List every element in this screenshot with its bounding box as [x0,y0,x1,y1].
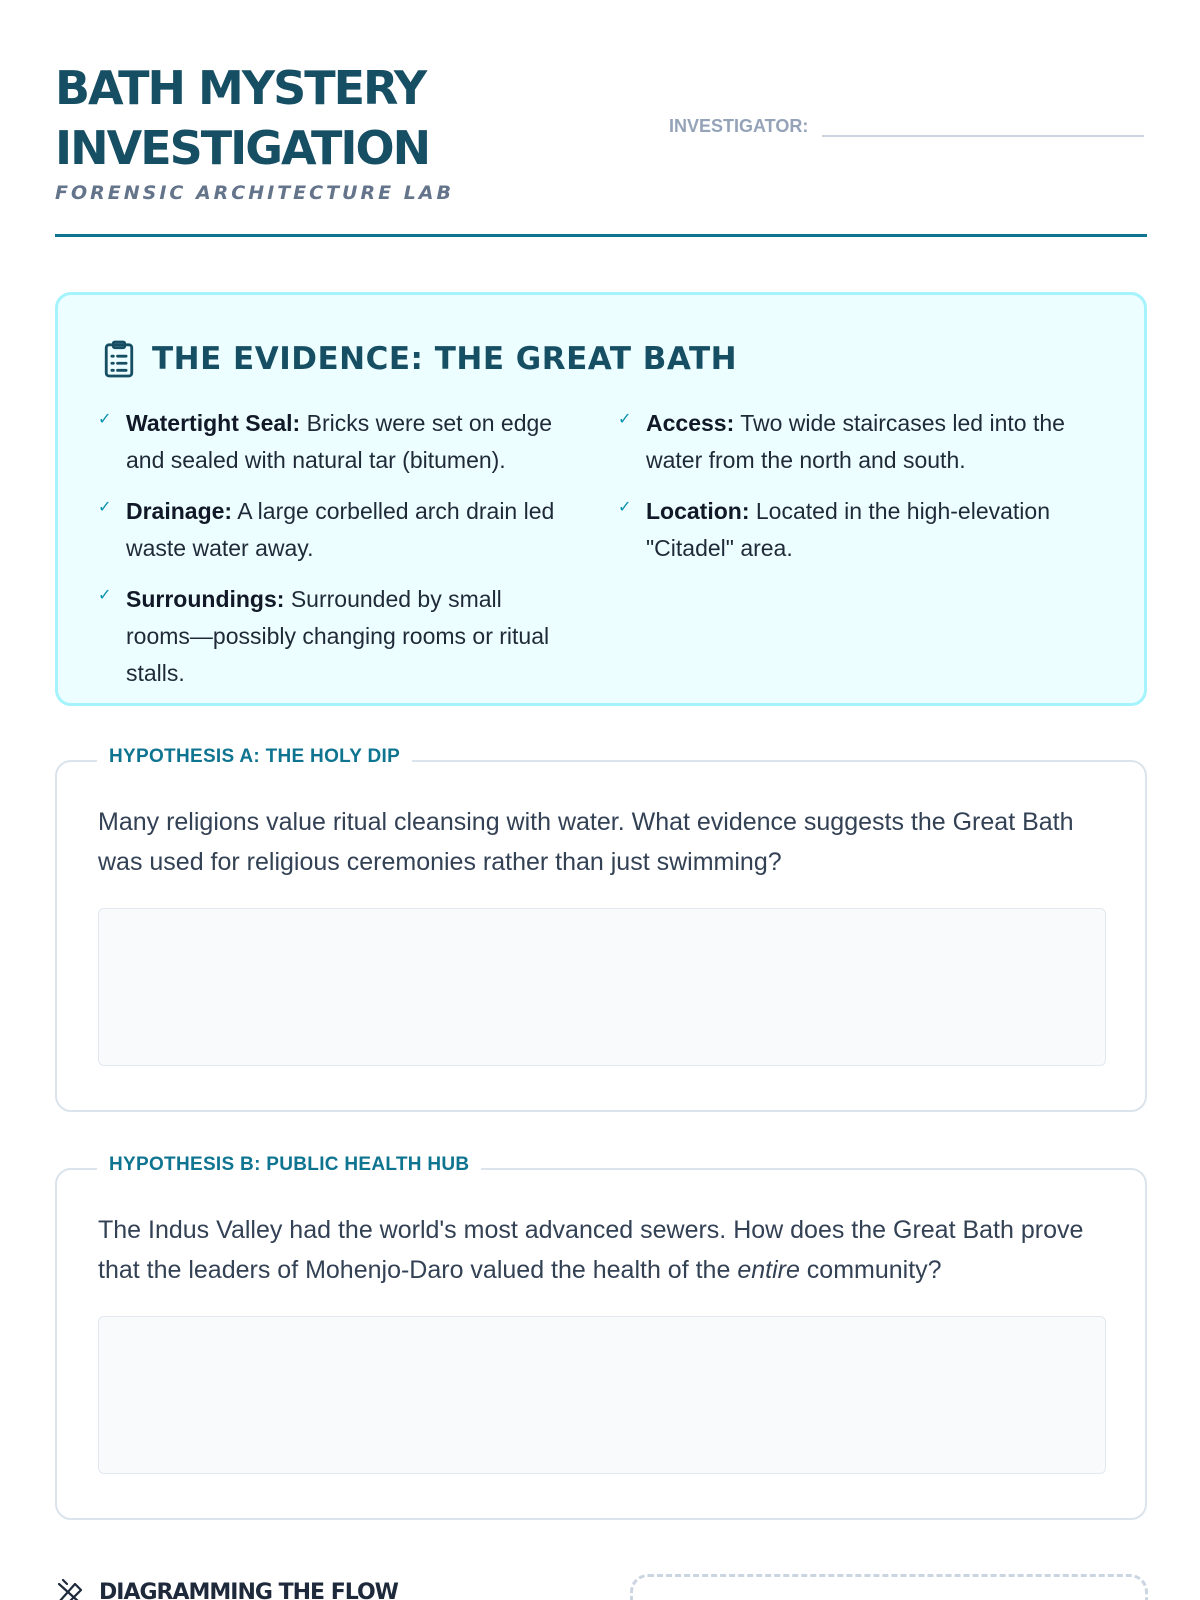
evidence-item-text: Two wide staircases led into the water from the north and south. [646,410,1065,473]
diagram-title: DIAGRAMMING THE FLOW [99,1579,398,1600]
evidence-item-label: Access: [646,410,735,436]
check-icon: ✓ [98,411,112,428]
evidence-item-surroundings [98,581,568,692]
hypothesis-b-label: HYPOTHESIS B: PUBLIC HEALTH HUB [97,1154,481,1176]
hypothesis-b-section [55,1154,1147,1520]
clipboard-icon [102,339,136,379]
investigator-label: INVESTIGATOR: [669,116,809,136]
evidence-item-label: Location: [646,498,750,524]
hypothesis-a-answer-box[interactable] [98,908,1106,1066]
evidence-item-access [618,405,1088,479]
check-icon: ✓ [618,499,632,516]
hypothesis-a-section [55,746,1147,1112]
question-text-end: community? [799,1256,942,1284]
hypothesis-a-label: HYPOTHESIS A: THE HOLY DIP [97,746,412,768]
hypothesis-b-answer-box[interactable] [98,1316,1106,1474]
evidence-item-location [618,493,1088,567]
evidence-item-text: A large corbelled arch drain led waste water away. [126,498,555,561]
check-icon: ✓ [618,411,632,428]
diagram-drawing-area[interactable] [630,1574,1148,1600]
page-title [55,58,454,178]
evidence-item-text: Surrounded by small rooms—possibly changing rooms or ritual stalls. [126,586,550,686]
evidence-item-watertight-seal [98,405,568,479]
check-icon: ✓ [98,587,112,604]
title-line-2: INVESTIGATION [55,121,430,175]
title-block [55,58,454,204]
check-icon: ✓ [98,499,112,516]
diagram-header [55,1578,398,1600]
evidence-item-drainage [98,493,568,567]
header-divider [55,234,1147,237]
question-emphasis: entire [737,1256,800,1284]
page-subtitle: FORENSIC ARCHITECTURE LAB [55,182,454,204]
investigator-field [669,113,1144,137]
evidence-panel [55,292,1147,706]
evidence-header [102,339,737,379]
drafting-tools-icon [55,1578,87,1600]
evidence-item-label: Surroundings: [126,586,285,612]
evidence-item-label: Watertight Seal: [126,410,301,436]
hypothesis-a-question: Many religions value ritual cleansing with water. What evidence suggests the Great Bath was used for religious ceremonies rather than just swimming? [98,808,1074,876]
evidence-item-text: Bricks were set on edge and sealed with natural tar (bitumen). [126,410,553,473]
evidence-title: THE EVIDENCE: THE GREAT BATH [152,341,738,377]
title-line-1: BATH MYSTERY [55,61,426,115]
evidence-item-text: Located in the high-elevation "Citadel" area. [646,498,1050,561]
investigator-input-line[interactable] [822,113,1144,137]
evidence-item-label: Drainage: [126,498,233,524]
worksheet-header [55,58,1147,238]
hypothesis-b-question [98,1210,1108,1290]
question-text-start: The Indus Valley had the world's most advanced sewers. How does the Great Bath prove that the leaders of Mohenjo-Daro valued the health of the [98,1216,1084,1284]
